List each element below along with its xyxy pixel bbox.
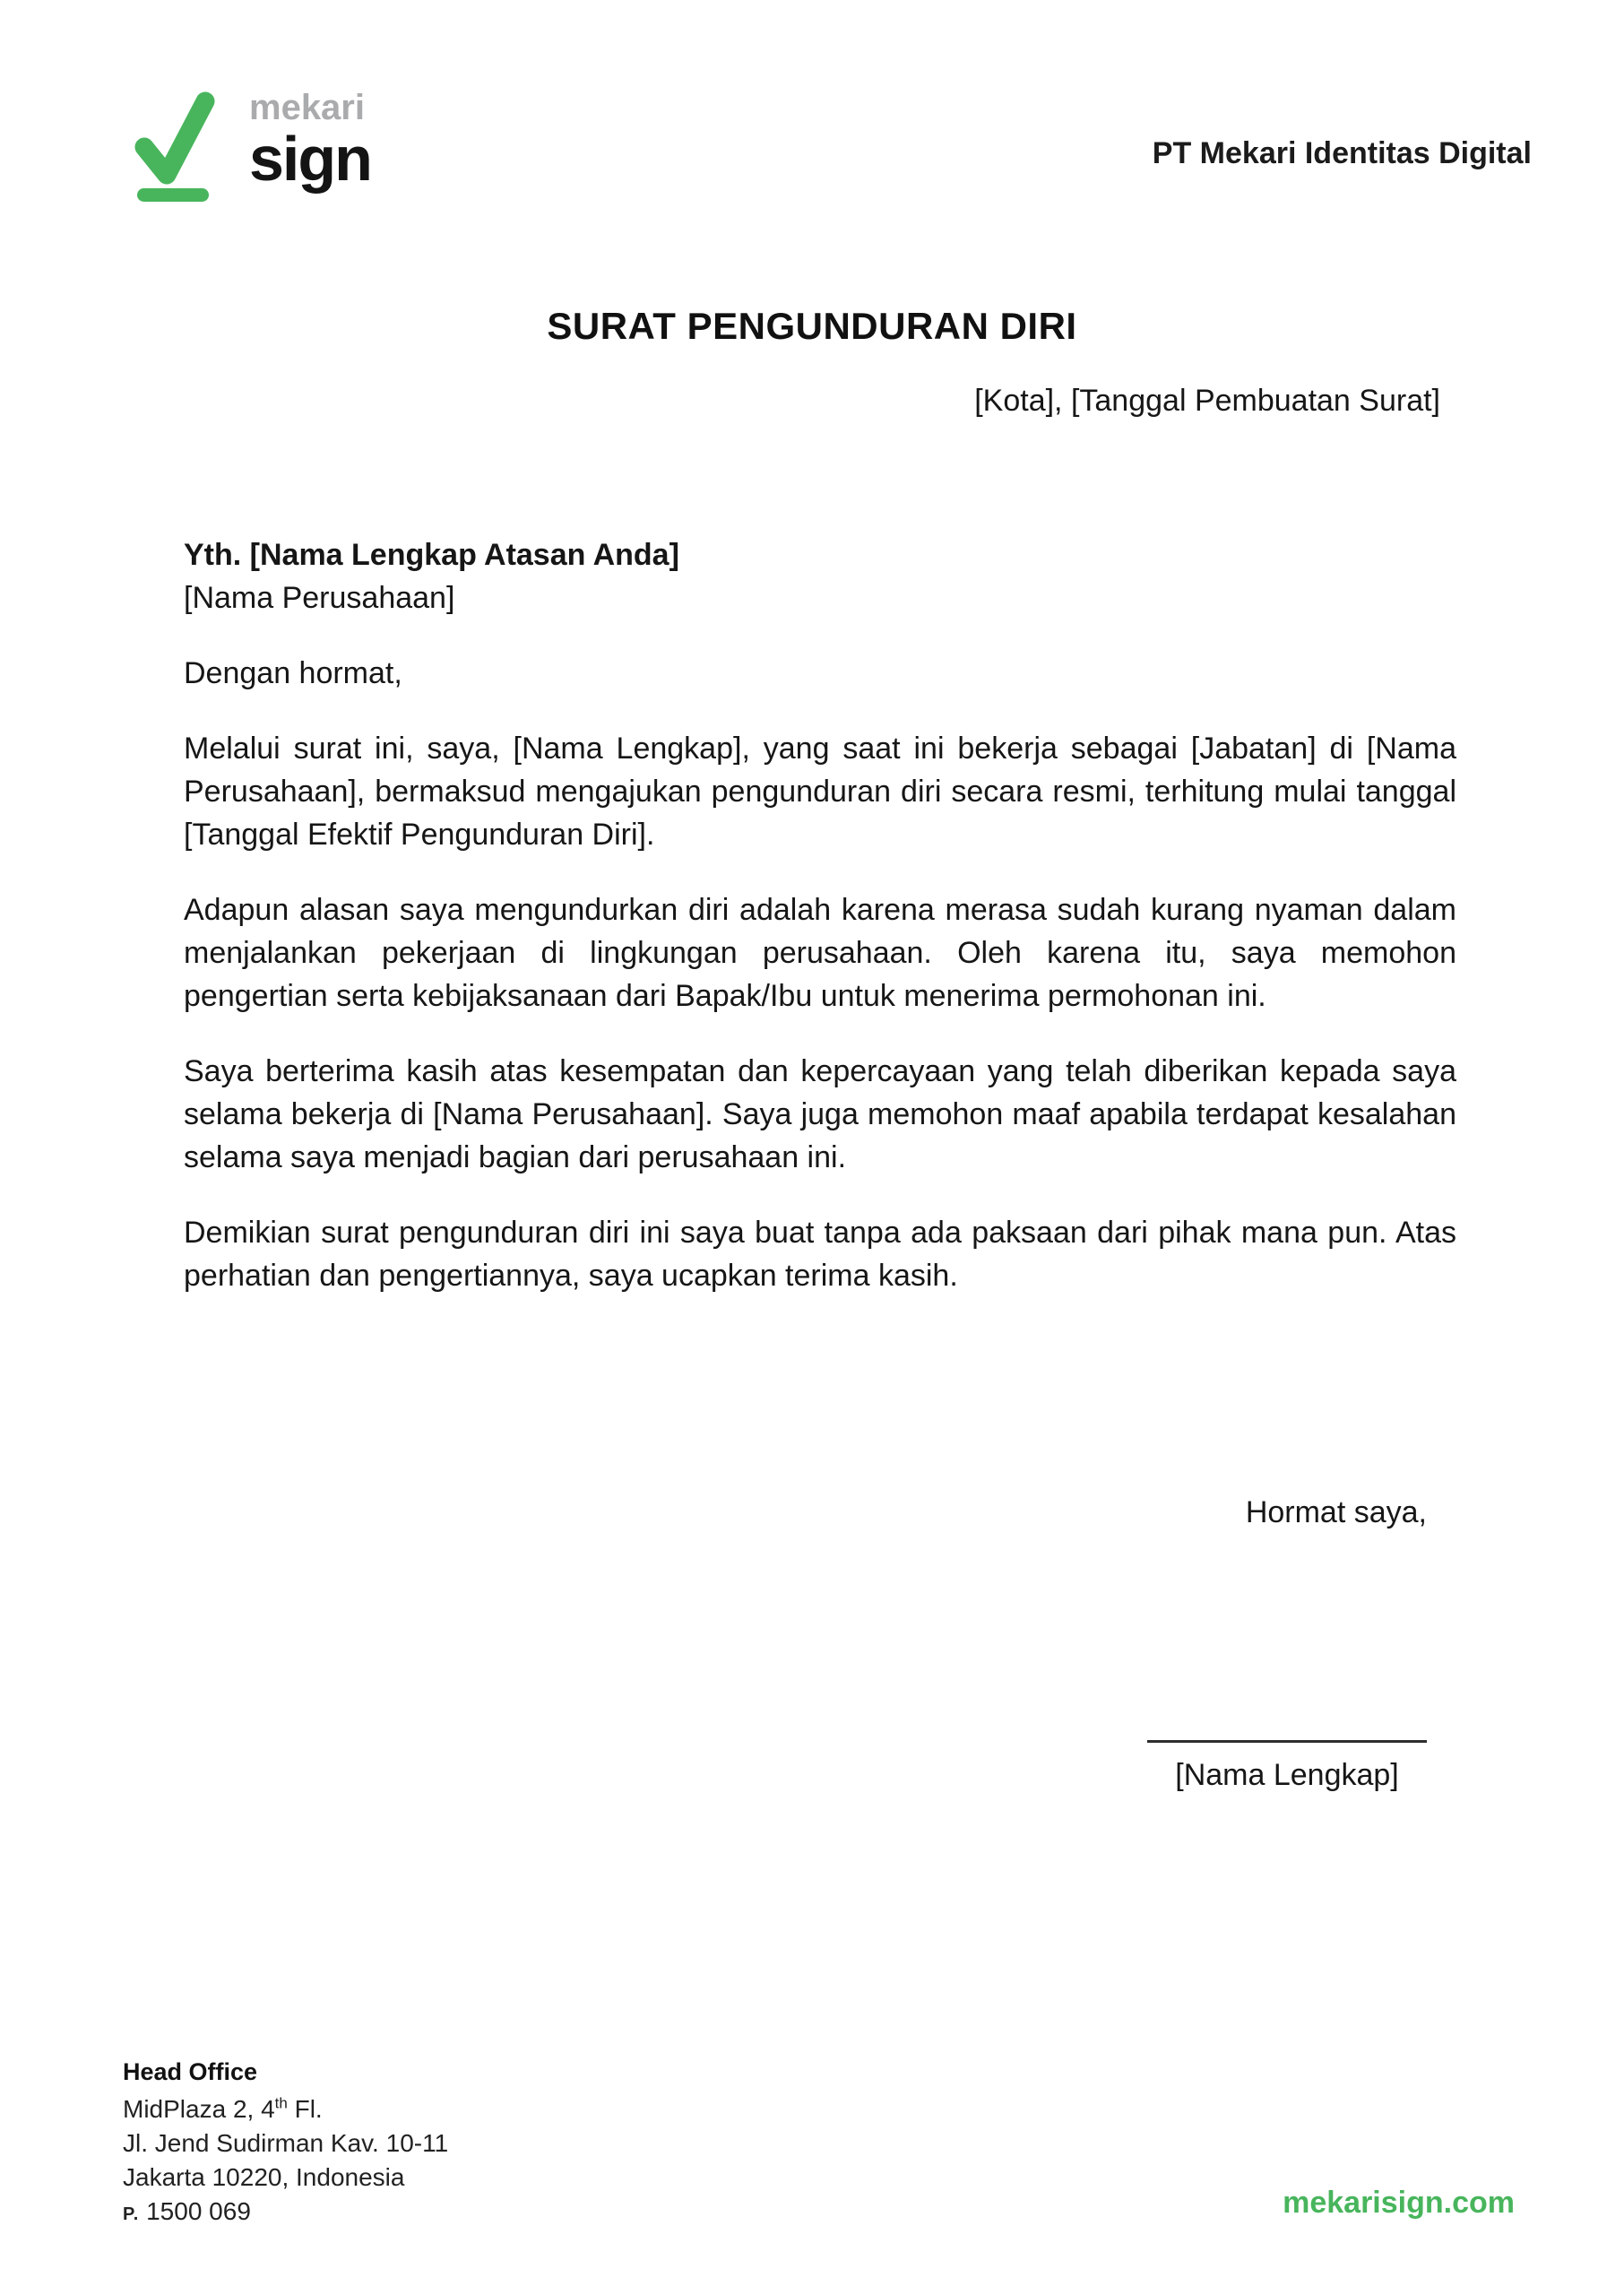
salutation-line: Dengan hormat, <box>184 656 402 690</box>
mekari-check-icon <box>134 90 215 204</box>
website-link[interactable]: mekarisign.com <box>1283 2186 1515 2220</box>
signature-line <box>1147 1740 1427 1743</box>
mekari-sign-logo <box>134 90 371 204</box>
ordinal-superscript: th <box>274 2094 288 2112</box>
recipient-name-line: Yth. [Nama Lengkap Atasan Anda] <box>184 538 679 572</box>
company-name: PT Mekari Identitas Digital <box>1152 136 1532 170</box>
address-line-2: Jl. Jend Sudirman Kav. 10-11 <box>123 2129 449 2157</box>
paragraph-3: Saya berterima kasih atas kesempatan dan kepercayaan yang telah diberikan kepada saya selama bekerja di [Nama Perusahaan]. Saya juga memohon maaf apabila terdapat kesalahan selama saya menjadi bagian dari perusahaan ini. <box>184 1054 1456 1174</box>
paragraph-2: Adapun alasan saya mengundurkan diri adalah karena merasa sudah kurang nyaman dalam menjalankan pekerjaan di lingkungan perusahaan. Oleh karena itu, saya memohon pengertian serta kebijaksanaan dari Bapak/Ibu untuk menerima permohonan ini. <box>184 893 1456 1013</box>
phone-number: 1500 069 <box>146 2197 251 2225</box>
footer-address-block <box>123 2055 448 2231</box>
paragraph-1: Melalui surat ini, saya, [Nama Lengkap], yang saat ini bekerja sebagai [Jabatan] di [Nama Perusahaan], bermaksud mengajukan pengunduran diri secara resmi, terhitung mulai tanggal [Tanggal Efektif Pengunduran Diri]. <box>184 732 1456 852</box>
city-date-placeholder: [Kota], [Tanggal Pembuatan Surat] <box>974 384 1440 418</box>
recipient-company-line: [Nama Perusahaan] <box>184 581 455 615</box>
logo-wordmark <box>249 88 371 194</box>
signature-name-placeholder: [Nama Lengkap] <box>1175 1758 1399 1792</box>
address-line-3: Jakarta 10220, Indonesia <box>123 2163 405 2191</box>
phone-line <box>123 2195 448 2231</box>
phone-label: P. <box>123 2204 140 2224</box>
closing-line: Hormat saya, <box>1245 1495 1427 1529</box>
letter-body <box>184 533 1456 1329</box>
logo-word-sign: sign <box>249 124 371 194</box>
letter-title: SURAT PENGUNDURAN DIRI <box>547 305 1077 347</box>
logo-word-mekari: mekari <box>249 88 365 127</box>
head-office-label: Head Office <box>123 2058 258 2085</box>
signature-block <box>1147 1495 1427 1793</box>
address-line-1: MidPlaza 2, 4th Fl. <box>123 2094 323 2123</box>
paragraph-4: Demikian surat pengunduran diri ini saya buat tanpa ada paksaan dari pihak mana pun. Atas perhatian dan pengertiannya, saya ucapkan terima kasih. <box>184 1216 1456 1293</box>
